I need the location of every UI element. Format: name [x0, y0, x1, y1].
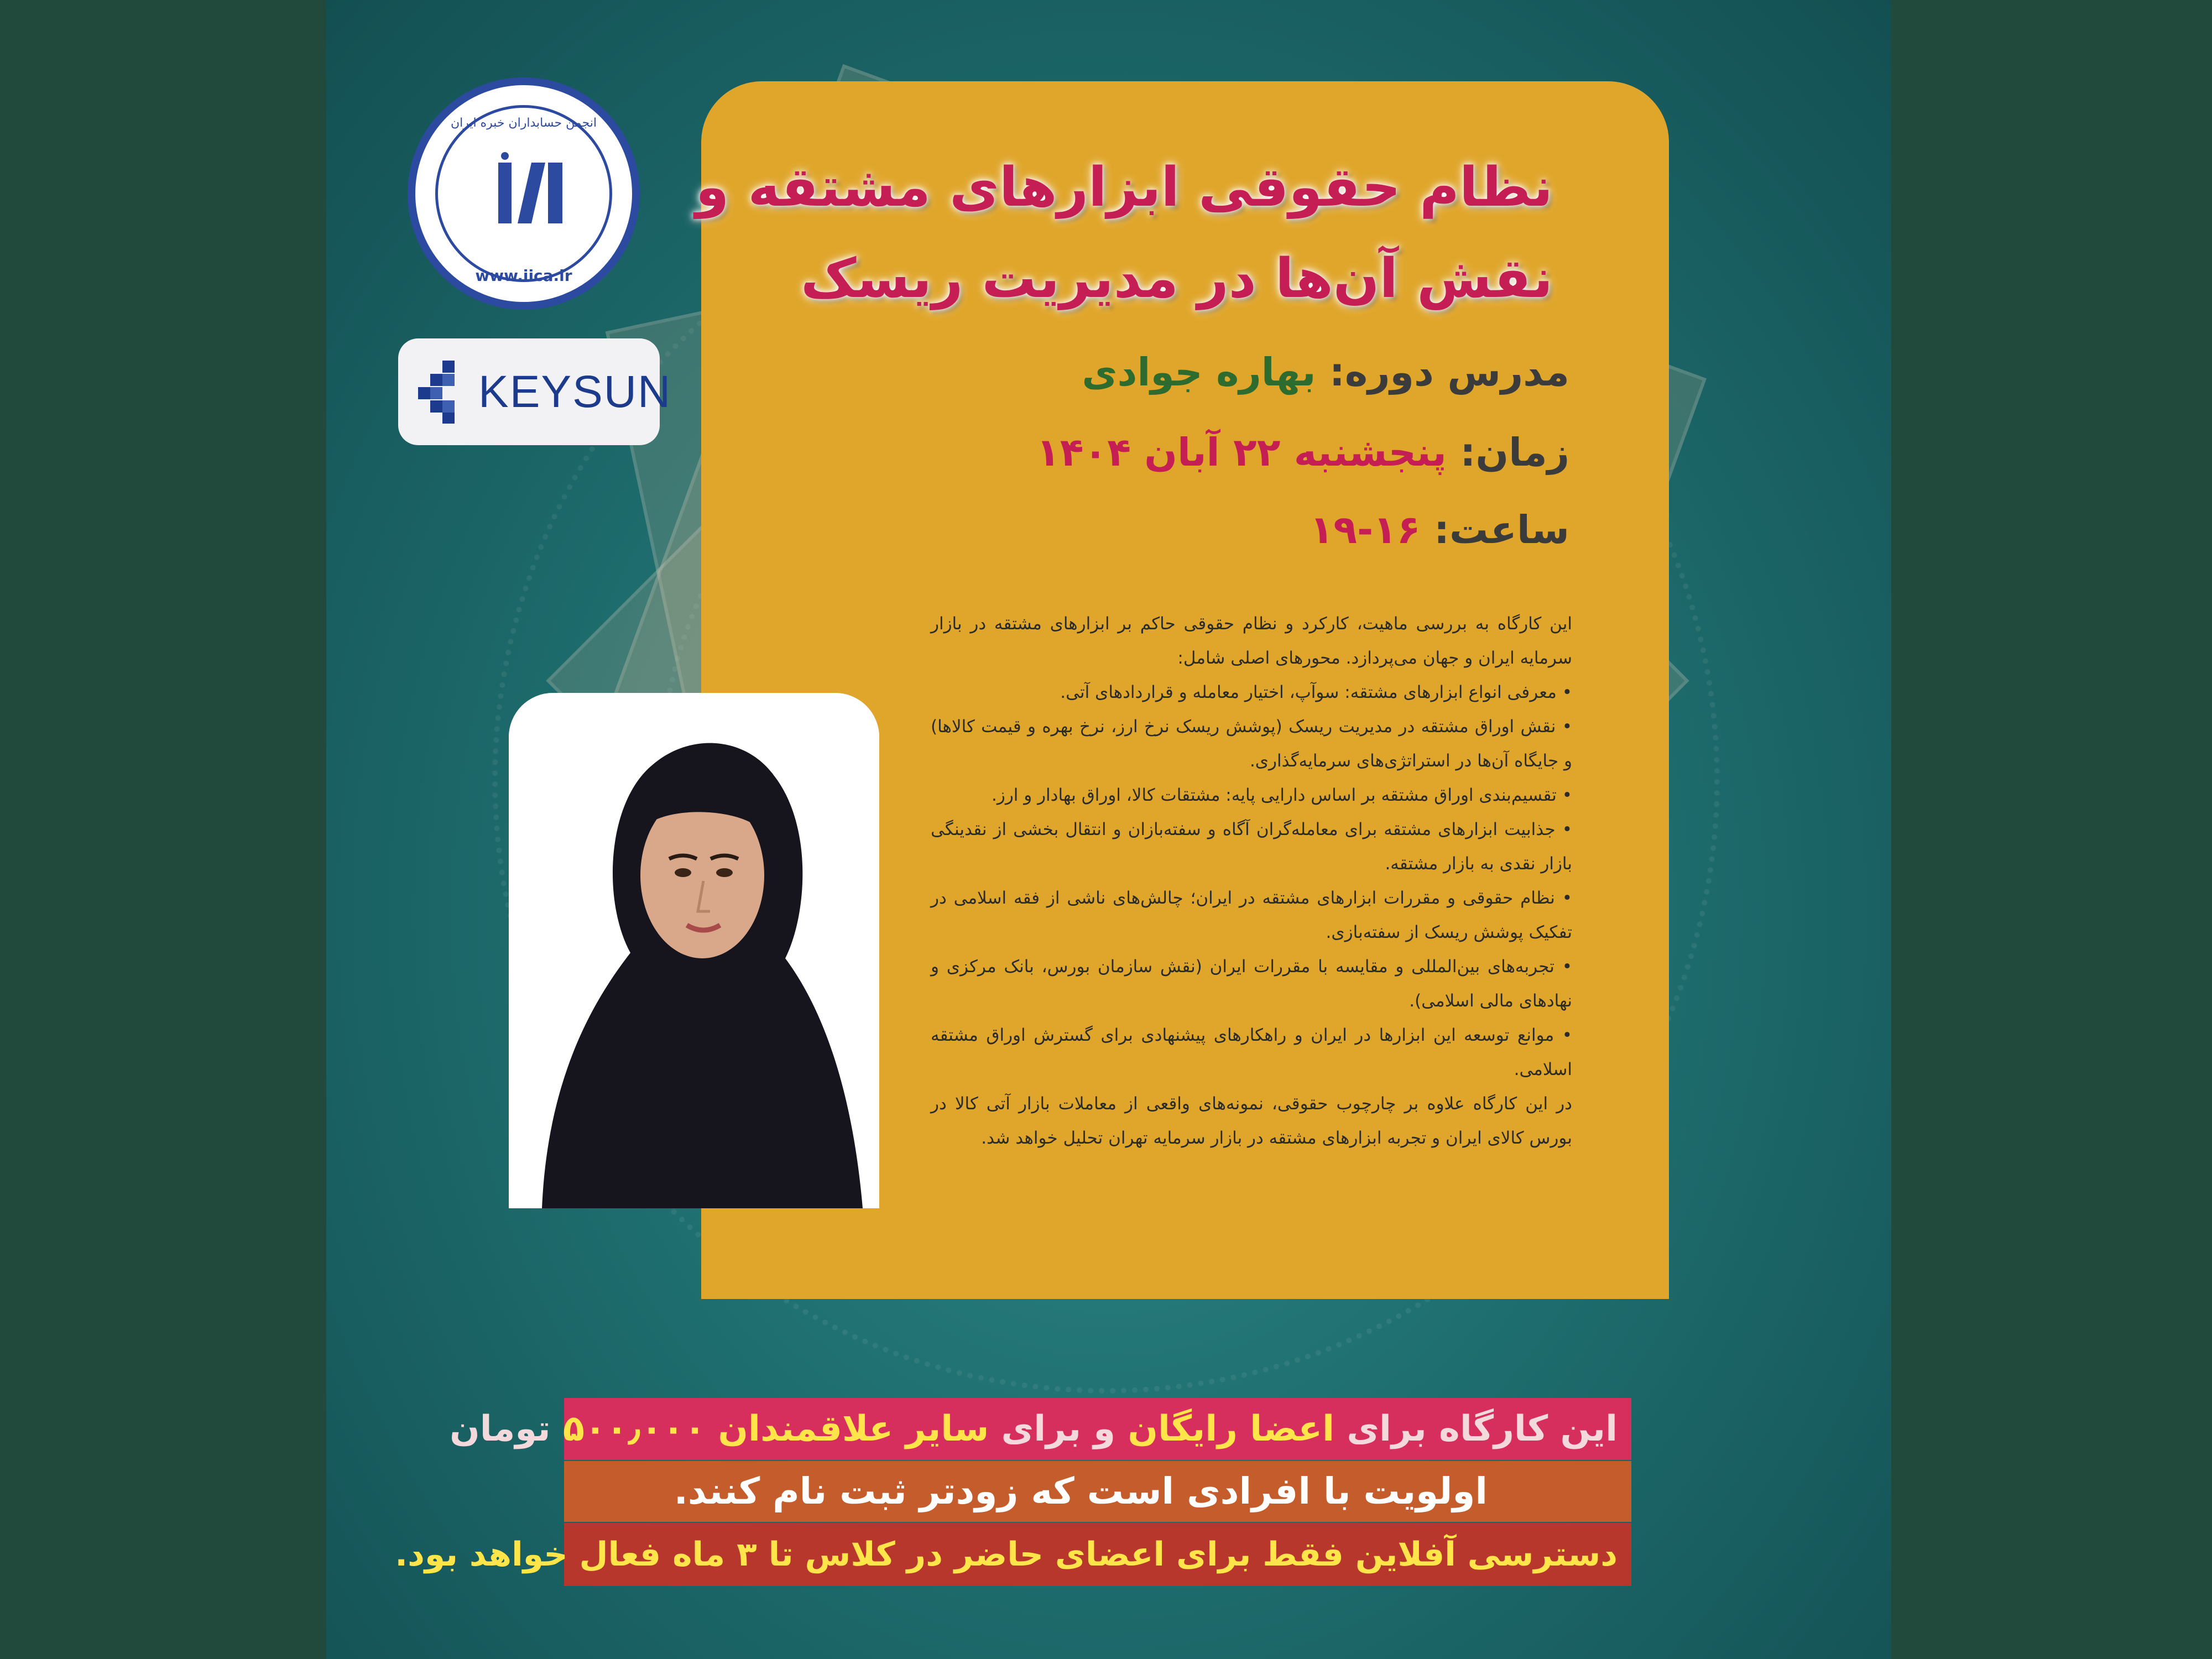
- pricing-text: این کارگاه برای: [1334, 1408, 1618, 1449]
- hour-label: ساعت:: [1433, 507, 1569, 552]
- description-bullet: • موانع توسعه این ابزارها در ایران و راهکارهای پیشنهادی برای گسترش اوراق مشتقه اسلامی.: [931, 1025, 1572, 1079]
- description-bullet: • تجربه‌های بین‌المللی و مقایسه با مقررات ایران (نقش سازمان بورس، بانک مرکزی و نهادهای مالی اسلامی).: [931, 957, 1572, 1011]
- description-bullet: • جذابیت ابزارهای مشتقه برای معامله‌گران آگاه و سفته‌بازان و انتقال بخشی از نقدینگی بازار نقدی به بازار مشتقه.: [931, 820, 1572, 874]
- iica-mark-icon: [493, 152, 570, 234]
- instructor-portrait-icon: [509, 693, 879, 1208]
- workshop-description: [931, 607, 1572, 1155]
- priority-banner: اولویت با افرادی است که زودتر ثبت نام کنند.: [564, 1461, 1631, 1522]
- instructor-photo: [509, 693, 879, 1208]
- description-bullet: • تقسیم‌بندی اوراق مشتقه بر اساس دارایی پایه: مشتقات کالا، اوراق بهادار و ارز.: [992, 785, 1572, 805]
- description-bullet: • معرفی انواع ابزارهای مشتقه: سوآپ، اختیار معامله و قراردادهای آتی.: [1060, 682, 1572, 702]
- pricing-currency: تومان: [450, 1408, 563, 1449]
- offline-access-banner: دسترسی آفلاین فقط برای اعضای حاضر در کلاس تا ۳ ماه فعال خواهد بود.: [564, 1523, 1631, 1586]
- keysun-logo: [398, 338, 672, 445]
- hour-row: [1310, 507, 1569, 552]
- logo-url: www.iica.ir: [475, 267, 572, 285]
- date-value: پنجشنبه ۲۲ آبان ۱۴۰۴: [1036, 430, 1447, 475]
- date-row: [1036, 430, 1569, 475]
- date-label: زمان:: [1460, 430, 1569, 475]
- hour-value: ۱۶-۱۹: [1310, 507, 1421, 552]
- pricing-members: اعضا: [1250, 1408, 1335, 1449]
- pricing-free: رایگان: [1128, 1408, 1250, 1449]
- description-closing: در این کارگاه علاوه بر چارچوب حقوقی، نمونه‌های واقعی از معاملات بازار آتی کالا در بورس کالای ایران و تجربه ابزارهای مشتقه در بازار سرمایه تهران تحلیل خواهد شد.: [931, 1094, 1572, 1148]
- description-intro: این کارگاه به بررسی ماهیت، کارکرد و نظام حقوقی حاکم بر ابزارهای مشتقه در بازار سرمایه ایران و جهان می‌پردازد. محورهای اصلی شامل:: [931, 614, 1572, 668]
- description-bullet: • نظام حقوقی و مقررات ابزارهای مشتقه در ایران؛ چالش‌های ناشی از فقه اسلامی در تفکیک پوشش ریسک از سفته‌بازی.: [931, 888, 1572, 942]
- pricing-text-2: و برای: [989, 1408, 1128, 1449]
- keysun-wordmark: KEYSUN: [478, 367, 672, 417]
- title-line-2: نقش آن‌ها در مدیریت ریسک: [801, 247, 1553, 310]
- pricing-banner: [450, 1398, 1631, 1460]
- instructor-name: بهاره جوادی: [1082, 349, 1316, 395]
- instructor-label: مدرس دوره:: [1329, 349, 1569, 395]
- description-bullet: • نقش اوراق مشتقه در مدیریت ریسک (پوشش ریسک نرخ ارز، نرخ بهره و قیمت کالاها) و جایگاه آن‌ها در استراتژی‌های سرمایه‌گذاری.: [931, 717, 1572, 771]
- instructor-row: [1082, 349, 1569, 395]
- title-line-1: نظام حقوقی ابزارهای مشتقه و: [695, 156, 1553, 219]
- workshop-title: [668, 142, 1553, 325]
- pricing-others: سایر علاقمندان: [718, 1408, 989, 1449]
- keysun-mark-icon: [415, 361, 476, 424]
- logo-org-text: انجمن حسابداران خبره ایران: [450, 116, 597, 130]
- pricing-amount: ۵۰۰٫۰۰۰: [562, 1408, 718, 1449]
- iica-logo: [408, 77, 640, 310]
